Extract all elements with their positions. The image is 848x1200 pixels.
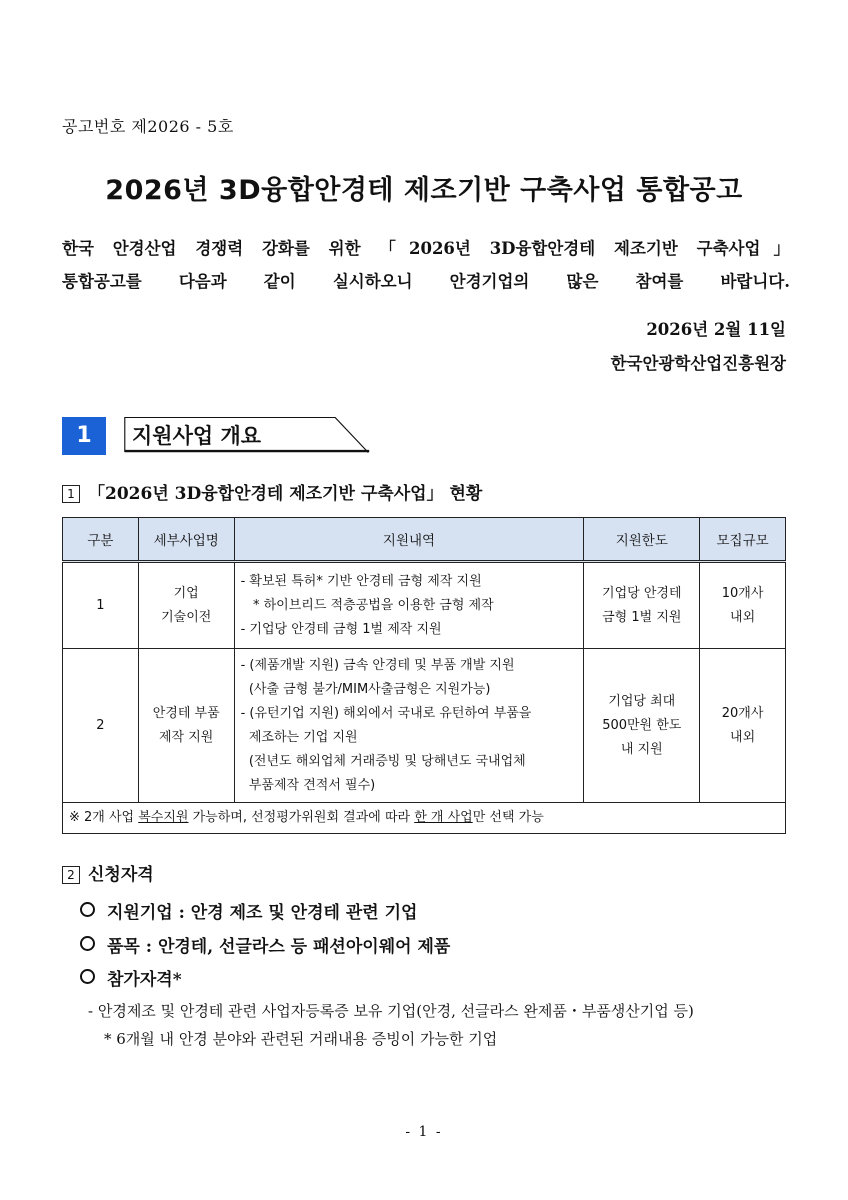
- document-title: 2026년 3D융합안경테 제조기반 구축사업 통합공고: [105, 175, 743, 206]
- note-emphasis: 복수지원: [138, 810, 189, 825]
- intro-paragraph: [62, 232, 790, 298]
- table-note-row: [63, 803, 786, 834]
- subsection-mark: 2: [62, 866, 80, 884]
- subsection-title: 「2026년 3D융합안경테 제조기반 구축사업」 현황: [88, 484, 483, 504]
- issuer: 한국안광학산업진흥원장: [610, 354, 786, 373]
- note-text: ※ 2개 사업: [69, 810, 139, 825]
- support-details: [234, 562, 584, 649]
- limit-line: 기업당 안경테: [602, 585, 682, 601]
- detail-line: * 하이브리드 적층공법을 이용한 금형 제작: [240, 597, 494, 613]
- program-name-line: 기업: [173, 585, 199, 601]
- column-header: 구분: [63, 518, 139, 562]
- scale-line: 내외: [730, 609, 756, 625]
- program-name-line: 안경테 부품: [152, 705, 220, 721]
- column-header: 세부사업명: [138, 518, 234, 562]
- subsection-title: 신청자격: [88, 865, 154, 885]
- scale-line: 20개사: [721, 705, 764, 721]
- subsection-mark: 1: [62, 485, 80, 503]
- detail-line: (전년도 해외업체 거래증빙 및 당해년도 국내업체: [240, 753, 526, 769]
- circle-bullet-icon: [80, 902, 95, 917]
- subsection-1-heading: [62, 479, 482, 504]
- eligibility-text: 지원기업 : 안경 제조 및 안경테 관련 기업: [107, 903, 418, 923]
- eligibility-item: [80, 898, 417, 923]
- program-name: [138, 562, 234, 649]
- support-limit: [584, 562, 700, 649]
- program-name-line: 기술이전: [161, 609, 212, 625]
- detail-line: - (제품개발 지원) 금속 안경테 및 부품 개발 지원: [240, 657, 515, 673]
- detail-line: - 확보된 특허* 기반 안경테 금형 제작 지원: [240, 573, 482, 589]
- table-header-row: [63, 518, 786, 562]
- table-row: [63, 649, 786, 803]
- recruit-scale: [700, 562, 786, 649]
- subsection-2-heading: [62, 860, 154, 885]
- column-header: 지원내역: [234, 518, 584, 562]
- table-row: [63, 562, 786, 649]
- circle-bullet-icon: [80, 936, 95, 951]
- column-header: 지원한도: [584, 518, 700, 562]
- section-number: 1: [62, 417, 106, 455]
- program-table: [62, 517, 786, 834]
- section-title: 지원사업 개요: [132, 424, 262, 448]
- note-emphasis: 한 개 사업: [414, 810, 473, 825]
- note-text: 가능하며, 선정평가위원회 결과에 따라: [188, 810, 415, 825]
- scale-line: 10개사: [721, 585, 764, 601]
- program-name: [138, 649, 234, 803]
- limit-line: 기업당 최대: [608, 693, 676, 709]
- detail-line: - (유턴기업 지원) 해외에서 국내로 유턴하여 부품을: [240, 705, 532, 721]
- row-number: 2: [63, 649, 139, 803]
- circle-bullet-icon: [80, 969, 95, 984]
- detail-line: (사출 금형 불가/MIM사출금형은 지원가능): [240, 681, 491, 697]
- note-text: 만 선택 가능: [472, 810, 544, 825]
- recruit-scale: [700, 649, 786, 803]
- section-heading: [62, 417, 382, 455]
- support-limit: [584, 649, 700, 803]
- eligibility-detail: - 안경제조 및 안경테 관련 사업자등록증 보유 기업(안경, 선글라스 완제품・부품생산기업 등): [88, 1002, 694, 1020]
- notice-number: 공고번호 제2026 - 5호: [62, 117, 234, 136]
- table-note: [63, 803, 786, 834]
- eligibility-text: 참가자격*: [107, 970, 182, 990]
- limit-line: 금형 1벌 지원: [602, 609, 682, 625]
- eligibility-item: [80, 932, 450, 957]
- support-details: [234, 649, 584, 803]
- limit-line: 500만원 한도: [602, 717, 682, 733]
- detail-line: 제조하는 기업 지원: [240, 729, 358, 745]
- program-name-line: 제작 지원: [159, 729, 214, 745]
- eligibility-footnote: * 6개월 내 안경 분야와 관련된 거래내용 증빙이 가능한 기업: [104, 1030, 498, 1048]
- detail-line: - 기업당 안경테 금형 1벌 제작 지원: [240, 621, 442, 637]
- notice-date: 2026년 2월 11일: [646, 320, 786, 339]
- detail-line: 부품제작 견적서 필수): [240, 777, 376, 793]
- row-number: 1: [63, 562, 139, 649]
- column-header: 모집규모: [700, 518, 786, 562]
- intro-line: 한국 안경산업 경쟁력 강화를 위한 「2026년 3D융합안경테 제조기반 구축사업」: [62, 239, 790, 258]
- eligibility-text: 품목 : 안경테, 선글라스 등 패션아이웨어 제품: [107, 937, 451, 957]
- limit-line: 내 지원: [620, 741, 663, 757]
- intro-line: 통합공고를 다음과 같이 실시하오니 안경기업의 많은 참여를 바랍니다.: [62, 272, 790, 291]
- scale-line: 내외: [730, 729, 756, 745]
- page-number: - 1 -: [405, 1124, 443, 1140]
- eligibility-item: [80, 965, 182, 990]
